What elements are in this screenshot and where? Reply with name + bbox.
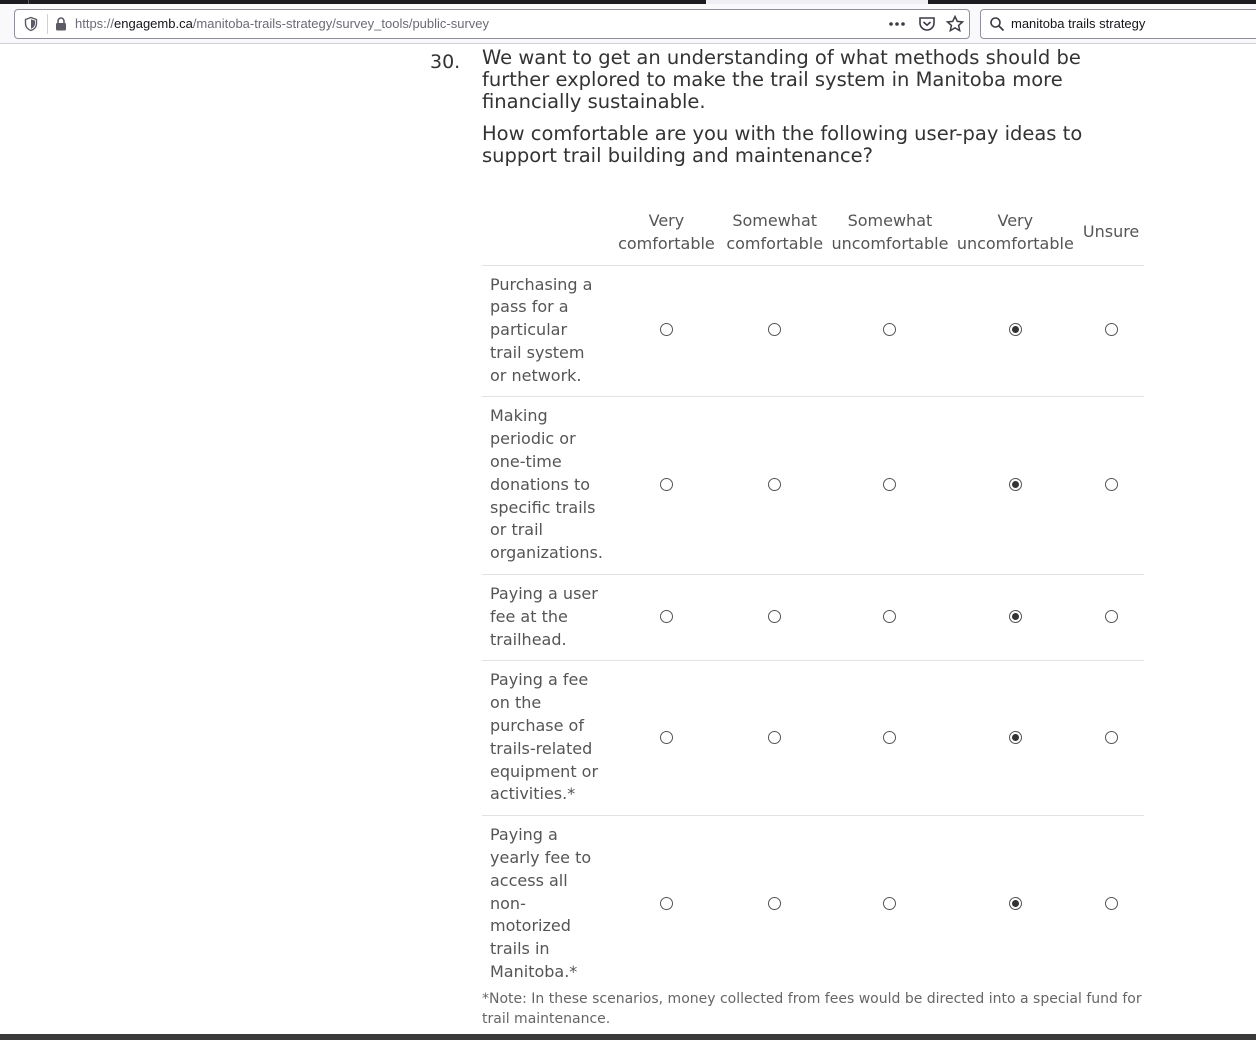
matrix-row	[482, 661, 1144, 816]
radio-cell	[611, 265, 722, 397]
radio-button[interactable]	[768, 610, 781, 623]
row-label: Paying a user fee at the trailhead.	[482, 575, 611, 661]
radio-cell	[722, 265, 828, 397]
radio-cell	[827, 816, 952, 993]
search-query[interactable]: manitoba trails strategy	[1011, 16, 1146, 31]
radio-button[interactable]	[883, 731, 896, 744]
question-number: 30.	[430, 51, 461, 73]
column-header	[1078, 207, 1144, 265]
radio-button[interactable]	[1105, 323, 1118, 336]
matrix-row	[482, 575, 1144, 661]
url-prefix: https://	[75, 16, 115, 31]
radio-cell	[611, 661, 722, 816]
radio-button[interactable]	[883, 897, 896, 910]
matrix-row	[482, 816, 1144, 993]
bookmark-star-icon[interactable]	[945, 15, 965, 33]
radio-button[interactable]	[660, 610, 673, 623]
radio-button[interactable]	[1105, 610, 1118, 623]
matrix-row	[482, 397, 1144, 575]
url-text[interactable]	[75, 16, 489, 31]
question-intro: We want to get an understanding of what methods should be further explored to make the trail system in Manitoba more financially sustainable.	[482, 46, 1081, 113]
url-path: /manitoba-trails-strategy/survey_tools/public-survey	[192, 16, 490, 31]
pocket-icon[interactable]	[917, 15, 937, 33]
column-header-line: Very	[648, 210, 685, 230]
column-header-line: Unsure	[1082, 222, 1140, 242]
column-header-line: uncomfortable	[831, 233, 949, 253]
radio-cell	[827, 575, 952, 661]
matrix-header-row	[482, 207, 1144, 265]
column-header-line: uncomfortable	[956, 233, 1074, 253]
question-text	[482, 47, 1152, 177]
address-bar[interactable]	[14, 9, 970, 39]
radio-cell	[1078, 661, 1144, 816]
radio-button[interactable]	[768, 478, 781, 491]
search-icon	[989, 16, 1005, 32]
matrix-row	[482, 265, 1144, 397]
radio-button[interactable]	[768, 897, 781, 910]
url-host: engagemb.ca	[114, 16, 193, 31]
radio-cell	[722, 816, 828, 993]
radio-cell	[611, 397, 722, 575]
radio-cell	[952, 816, 1078, 993]
radio-cell	[952, 397, 1078, 575]
radio-button[interactable]	[768, 323, 781, 336]
radio-button[interactable]	[1105, 731, 1118, 744]
lock-icon[interactable]	[53, 16, 69, 32]
taskbar-edge	[0, 1034, 1256, 1040]
column-header-line: comfortable	[726, 233, 824, 253]
radio-button[interactable]	[1009, 478, 1022, 491]
column-header-line: Somewhat	[847, 210, 933, 230]
radio-cell	[827, 265, 952, 397]
radio-button[interactable]	[660, 478, 673, 491]
column-header-line: comfortable	[618, 233, 715, 253]
radio-cell	[722, 661, 828, 816]
question-prompt: How comfortable are you with the following user-pay ideas to support trail building and maintenance?	[482, 122, 1083, 167]
radio-button[interactable]	[1009, 897, 1022, 910]
radio-cell	[1078, 816, 1144, 993]
address-bar-divider	[47, 14, 48, 34]
radio-button[interactable]	[1105, 897, 1118, 910]
radio-cell	[952, 661, 1078, 816]
radio-button[interactable]	[660, 731, 673, 744]
footnote: *Note: In these scenarios, money collected from fees would be directed into a special fund for trail maintenance.	[482, 991, 1142, 1027]
radio-cell	[611, 816, 722, 993]
radio-cell	[1078, 575, 1144, 661]
radio-cell	[611, 575, 722, 661]
radio-button[interactable]	[1009, 323, 1022, 336]
column-header-line: Very	[997, 210, 1034, 230]
column-header-line: Somewhat	[732, 210, 818, 230]
page-actions-icon[interactable]	[887, 15, 907, 33]
row-label: Purchasing a pass for a particular trail system or network.	[482, 265, 611, 397]
search-bar[interactable]	[980, 9, 1256, 39]
row-label: Making periodic or one-time donations to specific trails or trail organizations.	[482, 397, 611, 575]
likert-matrix	[482, 207, 1144, 993]
radio-button[interactable]	[883, 323, 896, 336]
radio-cell	[722, 575, 828, 661]
radio-cell	[827, 661, 952, 816]
radio-cell	[1078, 265, 1144, 397]
radio-button[interactable]	[660, 323, 673, 336]
radio-button[interactable]	[1009, 610, 1022, 623]
radio-cell	[722, 397, 828, 575]
matrix-corner	[482, 207, 611, 265]
column-header	[611, 207, 722, 265]
radio-button[interactable]	[883, 478, 896, 491]
radio-button[interactable]	[660, 897, 673, 910]
row-label: Paying a yearly fee to access all non-motorized trails in Manitoba.*	[490, 825, 592, 982]
column-header	[827, 207, 952, 265]
radio-cell	[1078, 397, 1144, 575]
radio-button[interactable]	[1009, 731, 1022, 744]
survey-page	[0, 45, 1256, 1034]
radio-cell	[827, 397, 952, 575]
radio-button[interactable]	[768, 731, 781, 744]
radio-cell	[952, 265, 1078, 397]
browser-toolbar	[0, 4, 1256, 44]
column-header	[952, 207, 1078, 265]
radio-button[interactable]	[883, 610, 896, 623]
tracking-shield-icon[interactable]	[23, 16, 39, 32]
row-label: Paying a fee on the purchase of trails-related equipment or activities.*	[482, 661, 611, 816]
radio-cell	[952, 575, 1078, 661]
radio-button[interactable]	[1105, 478, 1118, 491]
column-header	[722, 207, 828, 265]
